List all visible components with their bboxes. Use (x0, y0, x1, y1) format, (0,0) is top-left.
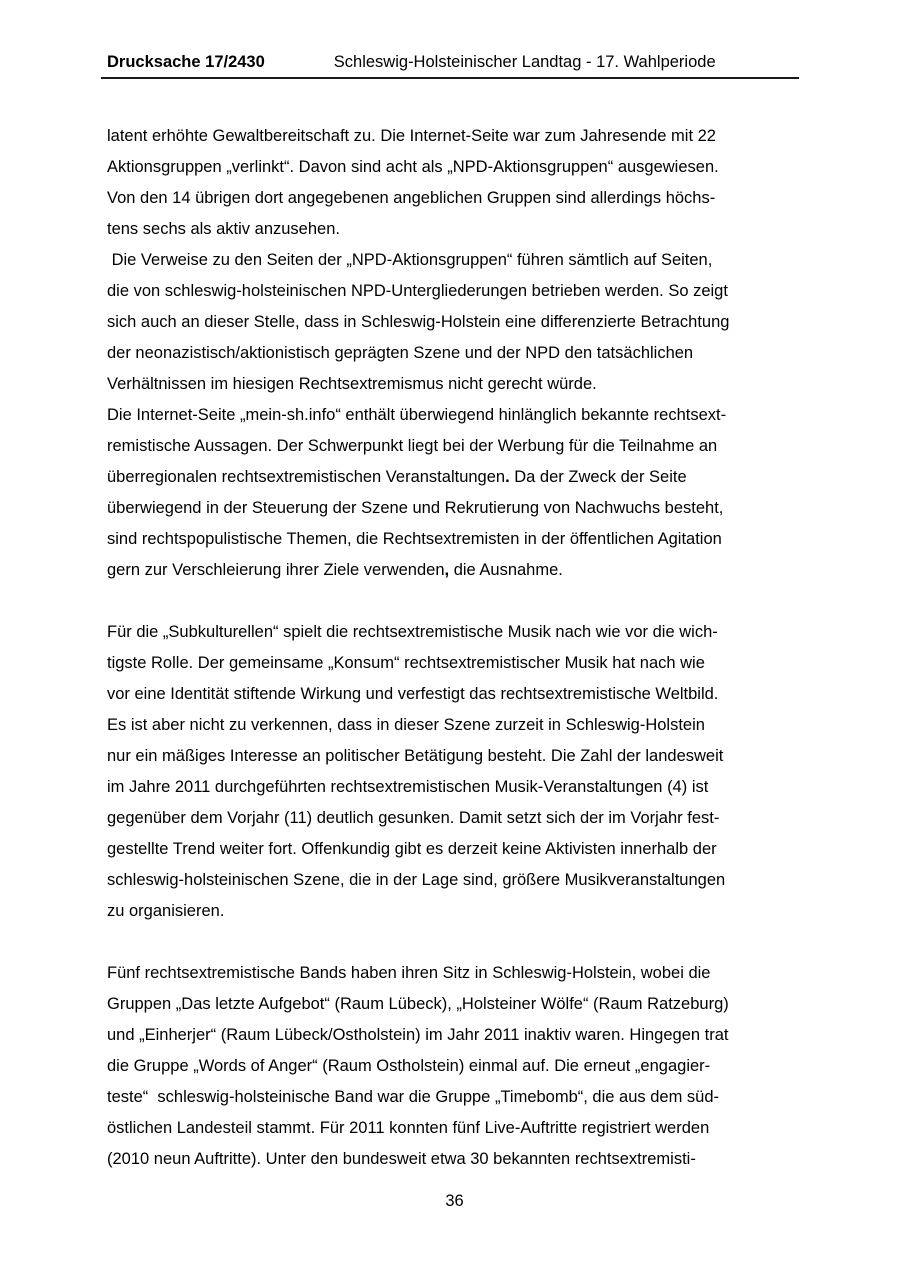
page-number: 36 (445, 1192, 464, 1210)
text-line: östlichen Landesteil stammt. Für 2011 konnten fünf Live-Auftritte registriert werden (107, 1119, 710, 1137)
text-line: tigste Rolle. Der gemeinsame „Konsum“ rechtsextremistischer Musik hat nach wie (107, 654, 705, 672)
text-line: Die Internet-Seite „mein-sh.info“ enthält überwiegend hinlänglich bekannte rechtsext- (107, 406, 727, 424)
text-line: sind rechtspopulistische Themen, die Rechtsextremisten in der öffentlichen Agitation (107, 530, 722, 548)
page-footer (107, 1190, 802, 1212)
text-line: Von den 14 übrigen dort angegebenen angeblichen Gruppen sind allerdings höchs- (107, 189, 716, 207)
bold-text-segment: . (505, 468, 510, 486)
header-rule (101, 77, 799, 79)
text-line: Verhältnissen im hiesigen Rechtsextremismus nicht gerecht würde. (107, 375, 597, 393)
paragraph (107, 617, 807, 927)
text-line: Gruppen „Das letzte Aufgebot“ (Raum Lübeck), „Holsteiner Wölfe“ (Raum Ratzeburg) (107, 995, 729, 1013)
text-segment: gern zur Verschleierung ihrer Ziele verwenden (107, 561, 445, 579)
text-line: die von schleswig-holsteinischen NPD-Untergliederungen betrieben werden. So zeigt (107, 282, 728, 300)
text-line: latent erhöhte Gewaltbereitschaft zu. Die Internet-Seite war zum Jahresende mit 22 (107, 127, 716, 145)
text-line: Für die „Subkulturellen“ spielt die rechtsextremistische Musik nach wie vor die wich- (107, 623, 718, 641)
text-line: Es ist aber nicht zu verkennen, dass in dieser Szene zurzeit in Schleswig-Holstein (107, 716, 705, 734)
paragraph (107, 245, 807, 400)
text-segment: überregionalen rechtsextremistischen Veranstaltungen (107, 468, 506, 486)
document-number: Drucksache 17/2430 (107, 53, 265, 71)
paragraph (107, 958, 807, 1175)
text-line: teste“ schleswig-holsteinische Band war die Gruppe „Timebomb“, die aus dem süd- (107, 1088, 719, 1106)
text-line: und „Einherjer“ (Raum Lübeck/Ostholstein) im Jahr 2011 inaktiv waren. Hingegen trat (107, 1026, 729, 1044)
text-line: tens sechs als aktiv anzusehen. (107, 220, 340, 238)
text-line: im Jahre 2011 durchgeführten rechtsextremistischen Musik-Veranstaltungen (4) ist (107, 778, 709, 796)
document-body (107, 121, 807, 1175)
text-line: Die Verweise zu den Seiten der „NPD-Aktionsgruppen“ führen sämtlich auf Seiten, (107, 251, 713, 269)
text-line: gegenüber dem Vorjahr (11) deutlich gesunken. Damit setzt sich der im Vorjahr fest- (107, 809, 720, 827)
text-line (107, 555, 807, 586)
text-line: sich auch an dieser Stelle, dass in Schleswig-Holstein eine differenzierte Betrachtung (107, 313, 730, 331)
text-line: gestellte Trend weiter fort. Offenkundig gibt es derzeit keine Aktivisten innerhalb der (107, 840, 717, 858)
text-line: nur ein mäßiges Interesse an politischer Betätigung besteht. Die Zahl der landesweit (107, 747, 724, 765)
text-line: der neonazistisch/aktionistisch geprägten Szene und der NPD den tatsächlichen (107, 344, 694, 362)
text-segment: Da der Zweck der Seite (509, 468, 687, 486)
text-line: schleswig-holsteinischen Szene, die in der Lage sind, größere Musikveranstaltungen (107, 871, 726, 889)
text-line (107, 462, 807, 493)
paragraph (107, 121, 807, 245)
bold-text-segment: , (444, 561, 450, 579)
page-header (107, 52, 802, 72)
text-line: Fünf rechtsextremistische Bands haben ihren Sitz in Schleswig-Holstein, wobei die (107, 964, 711, 982)
text-line: zu organisieren. (107, 902, 225, 920)
text-line: Aktionsgruppen „verlinkt“. Davon sind acht als „NPD-Aktionsgruppen“ ausgewiesen. (107, 158, 719, 176)
header-title: Schleswig-Holsteinischer Landtag - 17. Wahlperiode (333, 53, 716, 71)
text-line: die Gruppe „Words of Anger“ (Raum Ostholstein) einmal auf. Die erneut „engagier- (107, 1057, 711, 1075)
paragraph (107, 400, 807, 586)
text-segment: die Ausnahme. (449, 561, 563, 579)
text-line: (2010 neun Auftritte). Unter den bundesweit etwa 30 bekannten rechtsextremisti- (107, 1150, 696, 1168)
text-line: überwiegend in der Steuerung der Szene und Rekrutierung von Nachwuchs besteht, (107, 499, 724, 517)
text-line: remistische Aussagen. Der Schwerpunkt liegt bei der Werbung für die Teilnahme an (107, 437, 718, 455)
text-line: vor eine Identität stiftende Wirkung und verfestigt das rechtsextremistische Weltbild. (107, 685, 719, 703)
